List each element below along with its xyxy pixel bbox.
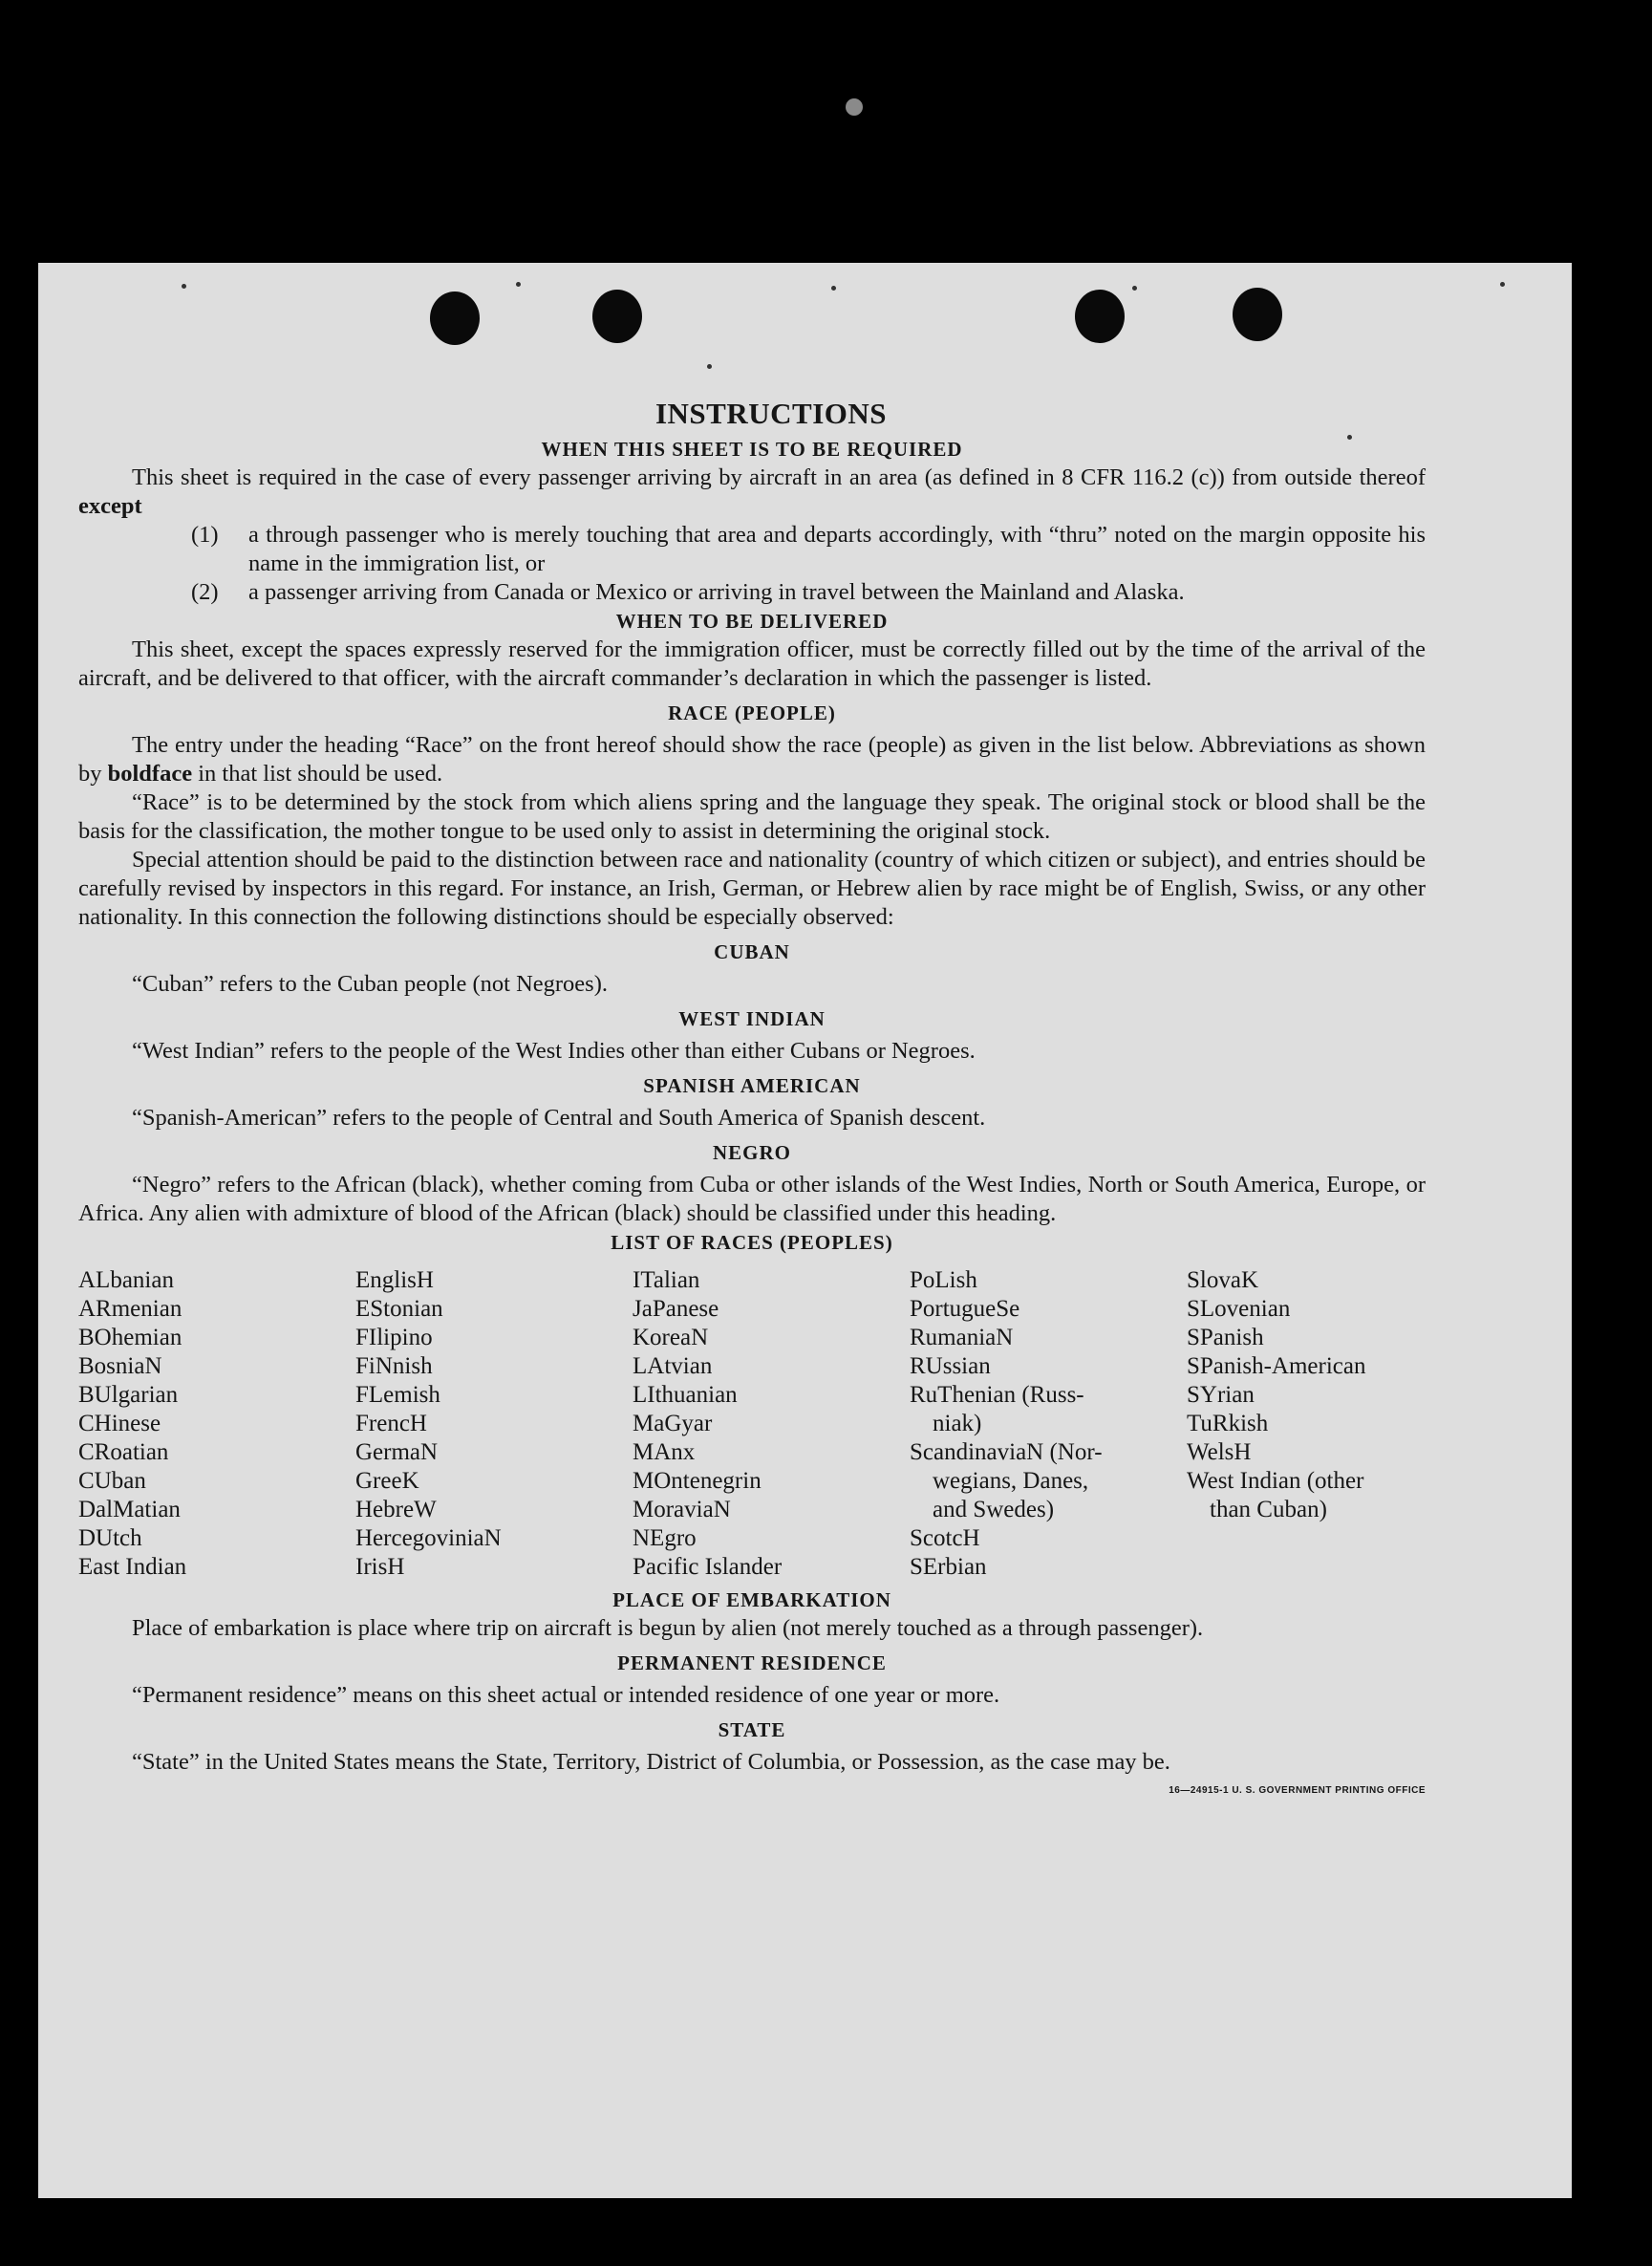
race-entry: East Indian (78, 1554, 187, 1580)
exception-item (78, 578, 1426, 607)
race-entry: IrisH (355, 1554, 405, 1580)
punch-hole (1233, 288, 1282, 341)
race-entry-continued: than Cuban) (1210, 1497, 1327, 1522)
race-entry: SLovenian (1187, 1296, 1291, 1322)
heading-place-of-embarkation: PLACE OF EMBARKATION (612, 1588, 891, 1611)
race-entry: TuRkish (1187, 1411, 1269, 1436)
race-entry: BosniaN (78, 1353, 162, 1379)
punch-hole (430, 291, 480, 345)
race-entry-continued: niak) (933, 1411, 982, 1436)
paragraph-state: “State” in the United States means the State, Territory, District of Columbia, or Possession, as the case may be. (132, 1749, 1170, 1775)
heading-permanent-residence: PERMANENT RESIDENCE (617, 1651, 887, 1674)
race-entry: West Indian (other (1187, 1468, 1364, 1494)
race-entry: LAtvian (633, 1353, 713, 1379)
speck (1500, 282, 1505, 287)
paragraph-embarkation: Place of embarkation is place where trip on aircraft is begun by alien (not merely touched as a through passenger). (132, 1615, 1204, 1641)
instructions-body (78, 397, 1426, 1809)
paragraph-emphasis: boldface (107, 761, 193, 787)
race-entry: JaPanese (633, 1296, 719, 1322)
race-entry: MOntenegrin (633, 1468, 762, 1494)
races-column-2 (355, 1266, 633, 1582)
heading-state: STATE (718, 1718, 786, 1741)
heading-negro: NEGRO (712, 1141, 791, 1164)
print-code: 16—24915-1 U. S. GOVERNMENT PRINTING OFFICE (1169, 1785, 1426, 1796)
exception-item (78, 521, 1426, 578)
race-entry: RumaniaN (910, 1325, 1014, 1350)
heading-list-of-races: LIST OF RACES (PEOPLES) (611, 1231, 893, 1254)
speck (182, 284, 186, 289)
race-entry: ARmenian (78, 1296, 182, 1322)
races-column-5 (1187, 1266, 1426, 1582)
race-entry: FIlipino (355, 1325, 433, 1350)
race-entry: HercegoviniaN (355, 1525, 502, 1551)
race-entry: CUban (78, 1468, 146, 1494)
race-entry: NEgro (633, 1525, 697, 1551)
race-entry: ITalian (633, 1267, 700, 1293)
paragraph-cuban: “Cuban” refers to the Cuban people (not Negroes). (132, 971, 608, 997)
race-entry: SErbian (910, 1554, 987, 1580)
item-text: a passenger arriving from Canada or Mexico or arriving in travel between the Mainland and Alaska. (248, 579, 1185, 605)
speck (516, 282, 521, 287)
race-entry: MaGyar (633, 1411, 713, 1436)
race-entry: PoLish (910, 1267, 977, 1293)
page-title: INSTRUCTIONS (654, 397, 887, 430)
race-entry: MoraviaN (633, 1497, 731, 1522)
race-entry: DalMatian (78, 1497, 181, 1522)
races-column-4 (910, 1266, 1187, 1582)
race-entry: PortugueSe (910, 1296, 1020, 1322)
race-entry: RUssian (910, 1353, 991, 1379)
paragraph-text: This sheet is required in the case of every passenger arriving by aircraft in an area (as defined in 8 CFR 116.2 (c)) from outside thereof (132, 464, 1426, 490)
paragraph-west-indian: “West Indian” refers to the people of the West Indies other than either Cubans or Negroes. (132, 1038, 976, 1064)
scan-mark (846, 98, 863, 116)
paragraph-text: in that list should be used. (198, 761, 443, 787)
races-list (78, 1266, 1426, 1582)
race-entry: GermaN (355, 1439, 439, 1465)
race-entry: SPanish-American (1187, 1353, 1366, 1379)
speck (831, 286, 836, 291)
paragraph-emphasis: except (78, 493, 142, 519)
speck (1132, 286, 1137, 291)
heading-spanish-american: SPANISH AMERICAN (643, 1074, 861, 1097)
paragraph-negro: “Negro” refers to the African (black), whether coming from Cuba or other islands of the West Indies, North or South America, Europe, or Africa. Any alien with admixture of blood of the African (black) should be classified under this heading. (78, 1172, 1426, 1226)
race-entry: Pacific Islander (633, 1554, 783, 1580)
race-entry: KoreaN (633, 1325, 709, 1350)
paragraph-required (78, 464, 1426, 521)
paragraph-spanish-american: “Spanish-American” refers to the people of Central and South America of Spanish descent. (132, 1105, 986, 1131)
race-entry: DUtch (78, 1525, 142, 1551)
race-entry: GreeK (355, 1468, 419, 1494)
footer (78, 1777, 1426, 1809)
punch-hole (592, 290, 642, 343)
speck (707, 364, 712, 369)
races-column-1 (78, 1266, 355, 1582)
heading-race: RACE (PEOPLE) (668, 701, 836, 724)
paragraph-text: The entry under the heading “Race” on the front hereof should show the race (people) as given in the list below. Abbreviations as shown by (78, 732, 1426, 787)
punch-hole (1075, 290, 1125, 343)
race-entry-continued: and Swedes) (933, 1497, 1055, 1522)
document-page (38, 263, 1572, 2198)
race-entry: EStonian (355, 1296, 443, 1322)
item-text: a through passenger who is merely touching that area and departs accordingly, with “thru” noted on the margin opposite his name in the immigration list, or (248, 522, 1426, 576)
race-entry: ScandinaviaN (Nor- (910, 1439, 1103, 1465)
race-entry: FLemish (355, 1382, 440, 1408)
paragraph-permanent-residence: “Permanent residence” means on this sheet actual or intended residence of one year or more. (132, 1682, 1000, 1708)
race-entry: CRoatian (78, 1439, 169, 1465)
race-entry: LIthuanian (633, 1382, 738, 1408)
races-column-3 (633, 1266, 910, 1582)
race-entry: MAnx (633, 1439, 696, 1465)
race-entry: CHinese (78, 1411, 161, 1436)
item-number: (2) (191, 579, 219, 605)
race-entry: FiNnish (355, 1353, 433, 1379)
race-entry-continued: wegians, Danes, (933, 1468, 1089, 1494)
heading-west-indian: WEST INDIAN (678, 1007, 826, 1030)
paragraph-delivered: This sheet, except the spaces expressly reserved for the immigration officer, must be correctly filled out by the time of the arrival of the aircraft, and be delivered to that officer, with the aircraft commander’s declaration in which the passenger is listed. (78, 637, 1426, 691)
paragraph-race-3: Special attention should be paid to the distinction between race and nationality (country of which citizen or subject), and entries should be carefully revised by inspectors in this regard. For instance, an Irish, German, or Hebrew alien by race might be of English, Swiss, or any other nationality. In this connection the following distinctions should be especially observed: (78, 847, 1426, 930)
race-entry: BOhemian (78, 1325, 182, 1350)
race-entry: EnglisH (355, 1267, 434, 1293)
heading-when-delivered: WHEN TO BE DELIVERED (615, 610, 889, 633)
race-entry: SYrian (1187, 1382, 1255, 1408)
race-entry: SlovaK (1187, 1267, 1258, 1293)
heading-cuban: CUBAN (714, 940, 790, 963)
race-entry: ScotcH (910, 1525, 980, 1551)
race-entry: HebreW (355, 1497, 437, 1522)
race-entry: SPanish (1187, 1325, 1264, 1350)
heading-when-required: WHEN THIS SHEET IS TO BE REQUIRED (541, 438, 963, 461)
race-entry: WelsH (1187, 1439, 1252, 1465)
item-number: (1) (191, 522, 219, 548)
race-entry: BUlgarian (78, 1382, 179, 1408)
paragraph-race-2: “Race” is to be determined by the stock from which aliens spring and the language they speak. The original stock or blood shall be the basis for the classification, the mother tongue to be used only to assist in determining the original stock. (78, 789, 1426, 844)
paragraph-race-1 (78, 731, 1426, 788)
race-entry: RuThenian (Russ- (910, 1382, 1084, 1408)
race-entry: ALbanian (78, 1267, 174, 1293)
race-entry: FrencH (355, 1411, 427, 1436)
